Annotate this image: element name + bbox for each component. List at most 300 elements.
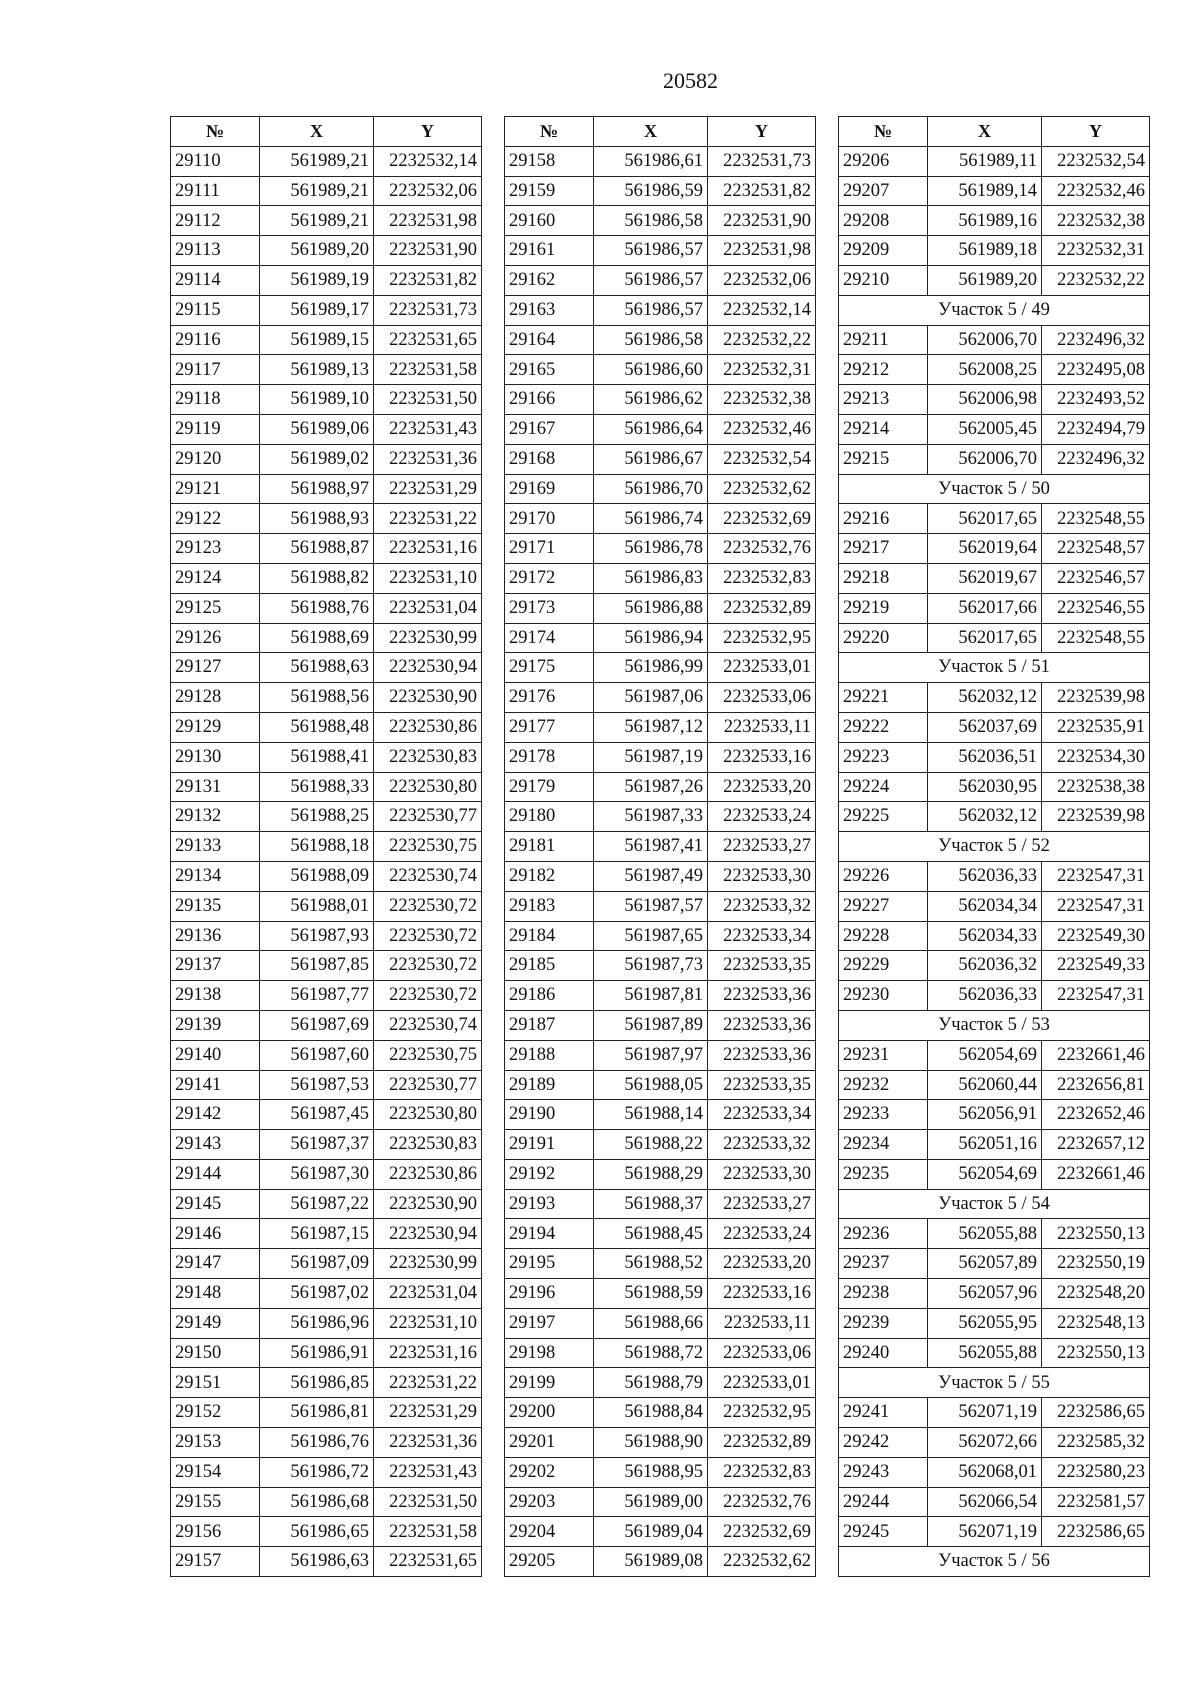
table-row <box>171 593 482 623</box>
y-coordinate-cell: 2232539,98 <box>1042 802 1150 832</box>
x-coordinate-cell: 561988,97 <box>260 474 374 504</box>
y-coordinate-cell: 2232530,83 <box>374 1130 482 1160</box>
x-coordinate-cell: 562017,65 <box>928 504 1042 534</box>
point-number-cell: 29160 <box>505 206 594 236</box>
section-header-row <box>839 474 1150 504</box>
table-header-row <box>505 117 816 147</box>
point-number-cell: 29157 <box>171 1547 260 1577</box>
point-number-cell: 29181 <box>505 832 594 862</box>
x-coordinate-cell: 561989,10 <box>260 385 374 415</box>
table-row <box>505 444 816 474</box>
y-coordinate-cell: 2232530,75 <box>374 1040 482 1070</box>
table-row <box>505 1159 816 1189</box>
point-number-cell: 29153 <box>171 1428 260 1458</box>
table-row <box>839 921 1150 951</box>
x-coordinate-cell: 561989,06 <box>260 414 374 444</box>
x-coordinate-cell: 562056,91 <box>928 1100 1042 1130</box>
y-coordinate-cell: 2232531,73 <box>708 146 816 176</box>
table-header-row <box>839 117 1150 147</box>
x-coordinate-cell: 561987,02 <box>260 1279 374 1309</box>
point-number-cell: 29166 <box>505 385 594 415</box>
x-coordinate-cell: 561988,33 <box>260 772 374 802</box>
x-coordinate-cell: 561988,05 <box>594 1070 708 1100</box>
y-coordinate-cell: 2232532,95 <box>708 623 816 653</box>
point-number-cell: 29144 <box>171 1159 260 1189</box>
x-coordinate-cell: 561986,59 <box>594 176 708 206</box>
point-number-cell: 29207 <box>839 176 928 206</box>
coordinates-table-2 <box>504 116 816 1577</box>
y-coordinate-cell: 2232550,13 <box>1042 1219 1150 1249</box>
x-coordinate-cell: 561986,64 <box>594 414 708 444</box>
x-coordinate-cell: 562034,34 <box>928 891 1042 921</box>
y-coordinate-cell: 2232530,94 <box>374 653 482 683</box>
section-header-row <box>839 295 1150 325</box>
y-coordinate-cell: 2232533,01 <box>708 1368 816 1398</box>
point-number-cell: 29225 <box>839 802 928 832</box>
x-coordinate-cell: 561986,99 <box>594 653 708 683</box>
y-coordinate-cell: 2232533,27 <box>708 832 816 862</box>
point-number-cell: 29242 <box>839 1428 928 1458</box>
point-number-cell: 29178 <box>505 742 594 772</box>
y-coordinate-cell: 2232538,38 <box>1042 772 1150 802</box>
point-number-cell: 29241 <box>839 1398 928 1428</box>
x-coordinate-cell: 561989,16 <box>928 206 1042 236</box>
y-coordinate-cell: 2232531,04 <box>374 1279 482 1309</box>
y-coordinate-cell: 2232534,30 <box>1042 742 1150 772</box>
point-number-cell: 29145 <box>171 1189 260 1219</box>
point-number-cell: 29209 <box>839 236 928 266</box>
point-number-cell: 29197 <box>505 1308 594 1338</box>
table-row <box>839 1040 1150 1070</box>
point-number-cell: 29173 <box>505 593 594 623</box>
table-row <box>505 832 816 862</box>
column-header-y: Y <box>1042 117 1150 147</box>
x-coordinate-cell: 561988,76 <box>260 593 374 623</box>
table-row <box>171 563 482 593</box>
y-coordinate-cell: 2232531,98 <box>708 236 816 266</box>
y-coordinate-cell: 2232549,30 <box>1042 921 1150 951</box>
x-coordinate-cell: 561988,25 <box>260 802 374 832</box>
x-coordinate-cell: 561989,00 <box>594 1487 708 1517</box>
table-row <box>839 772 1150 802</box>
point-number-cell: 29235 <box>839 1159 928 1189</box>
y-coordinate-cell: 2232532,38 <box>708 385 816 415</box>
table-row <box>839 1130 1150 1160</box>
x-coordinate-cell: 562057,89 <box>928 1249 1042 1279</box>
point-number-cell: 29187 <box>505 1010 594 1040</box>
table-row <box>171 295 482 325</box>
y-coordinate-cell: 2232532,62 <box>708 1547 816 1577</box>
table-row <box>839 563 1150 593</box>
point-number-cell: 29227 <box>839 891 928 921</box>
x-coordinate-cell: 562019,67 <box>928 563 1042 593</box>
y-coordinate-cell: 2232532,46 <box>708 414 816 444</box>
table-header-row <box>171 117 482 147</box>
y-coordinate-cell: 2232548,55 <box>1042 504 1150 534</box>
y-coordinate-cell: 2232533,36 <box>708 1010 816 1040</box>
y-coordinate-cell: 2232532,46 <box>1042 176 1150 206</box>
table-row <box>171 1547 482 1577</box>
table-row <box>839 534 1150 564</box>
point-number-cell: 29220 <box>839 623 928 653</box>
point-number-cell: 29125 <box>171 593 260 623</box>
table-row <box>171 1249 482 1279</box>
table-row <box>171 921 482 951</box>
y-coordinate-cell: 2232531,90 <box>708 206 816 236</box>
x-coordinate-cell: 562054,69 <box>928 1040 1042 1070</box>
table-row <box>171 325 482 355</box>
point-number-cell: 29234 <box>839 1130 928 1160</box>
x-coordinate-cell: 562051,16 <box>928 1130 1042 1160</box>
x-coordinate-cell: 561987,09 <box>260 1249 374 1279</box>
point-number-cell: 29128 <box>171 683 260 713</box>
point-number-cell: 29216 <box>839 504 928 534</box>
section-label: Участок 5 / 51 <box>839 653 1150 683</box>
table-row <box>505 355 816 385</box>
x-coordinate-cell: 561986,58 <box>594 206 708 236</box>
x-coordinate-cell: 561986,88 <box>594 593 708 623</box>
y-coordinate-cell: 2232531,43 <box>374 1457 482 1487</box>
point-number-cell: 29240 <box>839 1338 928 1368</box>
y-coordinate-cell: 2232585,32 <box>1042 1428 1150 1458</box>
point-number-cell: 29121 <box>171 474 260 504</box>
x-coordinate-cell: 561986,76 <box>260 1428 374 1458</box>
x-coordinate-cell: 561988,95 <box>594 1457 708 1487</box>
column-header-number: № <box>505 117 594 147</box>
point-number-cell: 29172 <box>505 563 594 593</box>
point-number-cell: 29152 <box>171 1398 260 1428</box>
table-row <box>505 146 816 176</box>
x-coordinate-cell: 561988,48 <box>260 712 374 742</box>
table-row <box>505 1368 816 1398</box>
y-coordinate-cell: 2232532,14 <box>708 295 816 325</box>
x-coordinate-cell: 561989,21 <box>260 146 374 176</box>
x-coordinate-cell: 562071,19 <box>928 1517 1042 1547</box>
y-coordinate-cell: 2232656,81 <box>1042 1070 1150 1100</box>
table-row <box>839 176 1150 206</box>
table-row <box>171 861 482 891</box>
y-coordinate-cell: 2232531,65 <box>374 1547 482 1577</box>
point-number-cell: 29196 <box>505 1279 594 1309</box>
table-row <box>839 1398 1150 1428</box>
x-coordinate-cell: 562060,44 <box>928 1070 1042 1100</box>
y-coordinate-cell: 2232550,13 <box>1042 1338 1150 1368</box>
y-coordinate-cell: 2232530,86 <box>374 1159 482 1189</box>
section-label: Участок 5 / 50 <box>839 474 1150 504</box>
x-coordinate-cell: 561986,57 <box>594 236 708 266</box>
y-coordinate-cell: 2232549,33 <box>1042 951 1150 981</box>
point-number-cell: 29243 <box>839 1457 928 1487</box>
y-coordinate-cell: 2232532,31 <box>1042 236 1150 266</box>
x-coordinate-cell: 561986,62 <box>594 385 708 415</box>
y-coordinate-cell: 2232532,38 <box>1042 206 1150 236</box>
y-coordinate-cell: 2232533,30 <box>708 1159 816 1189</box>
table-row <box>839 1457 1150 1487</box>
y-coordinate-cell: 2232532,89 <box>708 593 816 623</box>
table-row <box>171 1457 482 1487</box>
table-row <box>505 802 816 832</box>
point-number-cell: 29164 <box>505 325 594 355</box>
y-coordinate-cell: 2232530,90 <box>374 683 482 713</box>
x-coordinate-cell: 561986,72 <box>260 1457 374 1487</box>
y-coordinate-cell: 2232532,22 <box>708 325 816 355</box>
point-number-cell: 29236 <box>839 1219 928 1249</box>
y-coordinate-cell: 2232496,32 <box>1042 325 1150 355</box>
table-row <box>505 772 816 802</box>
y-coordinate-cell: 2232530,75 <box>374 832 482 862</box>
x-coordinate-cell: 562036,51 <box>928 742 1042 772</box>
point-number-cell: 29231 <box>839 1040 928 1070</box>
y-coordinate-cell: 2232586,65 <box>1042 1398 1150 1428</box>
table-row <box>171 623 482 653</box>
table-row <box>839 623 1150 653</box>
point-number-cell: 29223 <box>839 742 928 772</box>
point-number-cell: 29127 <box>171 653 260 683</box>
x-coordinate-cell: 561987,33 <box>594 802 708 832</box>
y-coordinate-cell: 2232532,76 <box>708 534 816 564</box>
point-number-cell: 29147 <box>171 1249 260 1279</box>
y-coordinate-cell: 2232586,65 <box>1042 1517 1150 1547</box>
table-row <box>171 1010 482 1040</box>
x-coordinate-cell: 562008,25 <box>928 355 1042 385</box>
x-coordinate-cell: 561988,72 <box>594 1338 708 1368</box>
point-number-cell: 29111 <box>171 176 260 206</box>
table-row <box>171 1159 482 1189</box>
table-row <box>171 653 482 683</box>
x-coordinate-cell: 561986,78 <box>594 534 708 564</box>
x-coordinate-cell: 561986,81 <box>260 1398 374 1428</box>
point-number-cell: 29141 <box>171 1070 260 1100</box>
y-coordinate-cell: 2232580,23 <box>1042 1457 1150 1487</box>
table-row <box>505 712 816 742</box>
table-row <box>505 1308 816 1338</box>
point-number-cell: 29117 <box>171 355 260 385</box>
point-number-cell: 29237 <box>839 1249 928 1279</box>
y-coordinate-cell: 2232533,36 <box>708 981 816 1011</box>
point-number-cell: 29244 <box>839 1487 928 1517</box>
x-coordinate-cell: 561989,11 <box>928 146 1042 176</box>
table-row <box>839 265 1150 295</box>
table-row <box>171 146 482 176</box>
column-header-number: № <box>839 117 928 147</box>
y-coordinate-cell: 2232661,46 <box>1042 1040 1150 1070</box>
table-row <box>505 325 816 355</box>
x-coordinate-cell: 562017,65 <box>928 623 1042 653</box>
table-row <box>505 1070 816 1100</box>
x-coordinate-cell: 561988,87 <box>260 534 374 564</box>
point-number-cell: 29167 <box>505 414 594 444</box>
point-number-cell: 29192 <box>505 1159 594 1189</box>
x-coordinate-cell: 561989,08 <box>594 1547 708 1577</box>
x-coordinate-cell: 561987,49 <box>594 861 708 891</box>
point-number-cell: 29233 <box>839 1100 928 1130</box>
table-row <box>505 504 816 534</box>
y-coordinate-cell: 2232547,31 <box>1042 891 1150 921</box>
y-coordinate-cell: 2232548,13 <box>1042 1308 1150 1338</box>
point-number-cell: 29175 <box>505 653 594 683</box>
x-coordinate-cell: 561988,69 <box>260 623 374 653</box>
point-number-cell: 29203 <box>505 1487 594 1517</box>
column-header-y: Y <box>708 117 816 147</box>
table-row <box>505 1547 816 1577</box>
x-coordinate-cell: 562066,54 <box>928 1487 1042 1517</box>
section-label: Участок 5 / 49 <box>839 295 1150 325</box>
point-number-cell: 29169 <box>505 474 594 504</box>
point-number-cell: 29156 <box>171 1517 260 1547</box>
table-row <box>505 1249 816 1279</box>
x-coordinate-cell: 561988,37 <box>594 1189 708 1219</box>
x-coordinate-cell: 561987,06 <box>594 683 708 713</box>
x-coordinate-cell: 561986,57 <box>594 265 708 295</box>
y-coordinate-cell: 2232532,69 <box>708 504 816 534</box>
table-row <box>505 1428 816 1458</box>
x-coordinate-cell: 561988,14 <box>594 1100 708 1130</box>
y-coordinate-cell: 2232531,43 <box>374 414 482 444</box>
y-coordinate-cell: 2232533,06 <box>708 1338 816 1368</box>
table-row <box>505 385 816 415</box>
table-row <box>171 474 482 504</box>
point-number-cell: 29135 <box>171 891 260 921</box>
table-row <box>505 1130 816 1160</box>
x-coordinate-cell: 561989,15 <box>260 325 374 355</box>
table-row <box>171 802 482 832</box>
x-coordinate-cell: 562019,64 <box>928 534 1042 564</box>
y-coordinate-cell: 2232531,29 <box>374 1398 482 1428</box>
table-row <box>839 861 1150 891</box>
point-number-cell: 29150 <box>171 1338 260 1368</box>
point-number-cell: 29183 <box>505 891 594 921</box>
table-row <box>839 981 1150 1011</box>
point-number-cell: 29245 <box>839 1517 928 1547</box>
y-coordinate-cell: 2232532,83 <box>708 563 816 593</box>
table-row <box>505 176 816 206</box>
table-row <box>171 176 482 206</box>
coordinates-table-3 <box>838 116 1150 1577</box>
y-coordinate-cell: 2232533,01 <box>708 653 816 683</box>
table-row <box>839 683 1150 713</box>
table-row <box>839 504 1150 534</box>
table-row <box>505 921 816 951</box>
point-number-cell: 29215 <box>839 444 928 474</box>
table-row <box>171 1100 482 1130</box>
column-header-x: X <box>260 117 374 147</box>
table-row <box>505 623 816 653</box>
point-number-cell: 29230 <box>839 981 928 1011</box>
x-coordinate-cell: 562037,69 <box>928 712 1042 742</box>
x-coordinate-cell: 561987,45 <box>260 1100 374 1130</box>
point-number-cell: 29221 <box>839 683 928 713</box>
table-row <box>505 265 816 295</box>
x-coordinate-cell: 561988,66 <box>594 1308 708 1338</box>
y-coordinate-cell: 2232531,98 <box>374 206 482 236</box>
table-row <box>505 1189 816 1219</box>
point-number-cell: 29126 <box>171 623 260 653</box>
table-row <box>505 206 816 236</box>
point-number-cell: 29204 <box>505 1517 594 1547</box>
point-number-cell: 29151 <box>171 1368 260 1398</box>
y-coordinate-cell: 2232530,99 <box>374 1249 482 1279</box>
table-row <box>505 295 816 325</box>
y-coordinate-cell: 2232533,30 <box>708 861 816 891</box>
table-row <box>839 1219 1150 1249</box>
point-number-cell: 29138 <box>171 981 260 1011</box>
point-number-cell: 29143 <box>171 1130 260 1160</box>
table-row <box>839 1517 1150 1547</box>
y-coordinate-cell: 2232532,69 <box>708 1517 816 1547</box>
y-coordinate-cell: 2232532,14 <box>374 146 482 176</box>
point-number-cell: 29184 <box>505 921 594 951</box>
section-header-row <box>839 1368 1150 1398</box>
x-coordinate-cell: 562036,32 <box>928 951 1042 981</box>
x-coordinate-cell: 561988,09 <box>260 861 374 891</box>
point-number-cell: 29180 <box>505 802 594 832</box>
x-coordinate-cell: 561987,60 <box>260 1040 374 1070</box>
y-coordinate-cell: 2232531,58 <box>374 1517 482 1547</box>
table-row <box>839 385 1150 415</box>
point-number-cell: 29162 <box>505 265 594 295</box>
x-coordinate-cell: 561987,37 <box>260 1130 374 1160</box>
point-number-cell: 29140 <box>171 1040 260 1070</box>
y-coordinate-cell: 2232533,35 <box>708 1070 816 1100</box>
y-coordinate-cell: 2232531,10 <box>374 1308 482 1338</box>
point-number-cell: 29123 <box>171 534 260 564</box>
y-coordinate-cell: 2232531,16 <box>374 1338 482 1368</box>
x-coordinate-cell: 561986,94 <box>594 623 708 653</box>
y-coordinate-cell: 2232532,22 <box>1042 265 1150 295</box>
point-number-cell: 29131 <box>171 772 260 802</box>
point-number-cell: 29226 <box>839 861 928 891</box>
table-row <box>171 385 482 415</box>
table-row <box>505 1040 816 1070</box>
y-coordinate-cell: 2232495,08 <box>1042 355 1150 385</box>
y-coordinate-cell: 2232531,73 <box>374 295 482 325</box>
y-coordinate-cell: 2232530,77 <box>374 802 482 832</box>
y-coordinate-cell: 2232531,36 <box>374 1428 482 1458</box>
point-number-cell: 29232 <box>839 1070 928 1100</box>
point-number-cell: 29214 <box>839 414 928 444</box>
table-row <box>171 683 482 713</box>
y-coordinate-cell: 2232531,50 <box>374 385 482 415</box>
column-header-x: X <box>594 117 708 147</box>
y-coordinate-cell: 2232661,46 <box>1042 1159 1150 1189</box>
x-coordinate-cell: 561989,21 <box>260 206 374 236</box>
point-number-cell: 29201 <box>505 1428 594 1458</box>
table-row <box>171 265 482 295</box>
table-row <box>839 236 1150 266</box>
table-row <box>505 742 816 772</box>
point-number-cell: 29163 <box>505 295 594 325</box>
x-coordinate-cell: 561988,18 <box>260 832 374 862</box>
table-row <box>171 951 482 981</box>
table-row <box>839 146 1150 176</box>
x-coordinate-cell: 561987,30 <box>260 1159 374 1189</box>
x-coordinate-cell: 561986,63 <box>260 1547 374 1577</box>
x-coordinate-cell: 561988,84 <box>594 1398 708 1428</box>
point-number-cell: 29228 <box>839 921 928 951</box>
table-row <box>171 1070 482 1100</box>
table-row <box>171 355 482 385</box>
y-coordinate-cell: 2232657,12 <box>1042 1130 1150 1160</box>
x-coordinate-cell: 561986,91 <box>260 1338 374 1368</box>
x-coordinate-cell: 561987,77 <box>260 981 374 1011</box>
point-number-cell: 29239 <box>839 1308 928 1338</box>
y-coordinate-cell: 2232533,24 <box>708 1219 816 1249</box>
y-coordinate-cell: 2232550,19 <box>1042 1249 1150 1279</box>
column-header-x: X <box>928 117 1042 147</box>
y-coordinate-cell: 2232532,54 <box>1042 146 1150 176</box>
point-number-cell: 29139 <box>171 1010 260 1040</box>
point-number-cell: 29155 <box>171 1487 260 1517</box>
